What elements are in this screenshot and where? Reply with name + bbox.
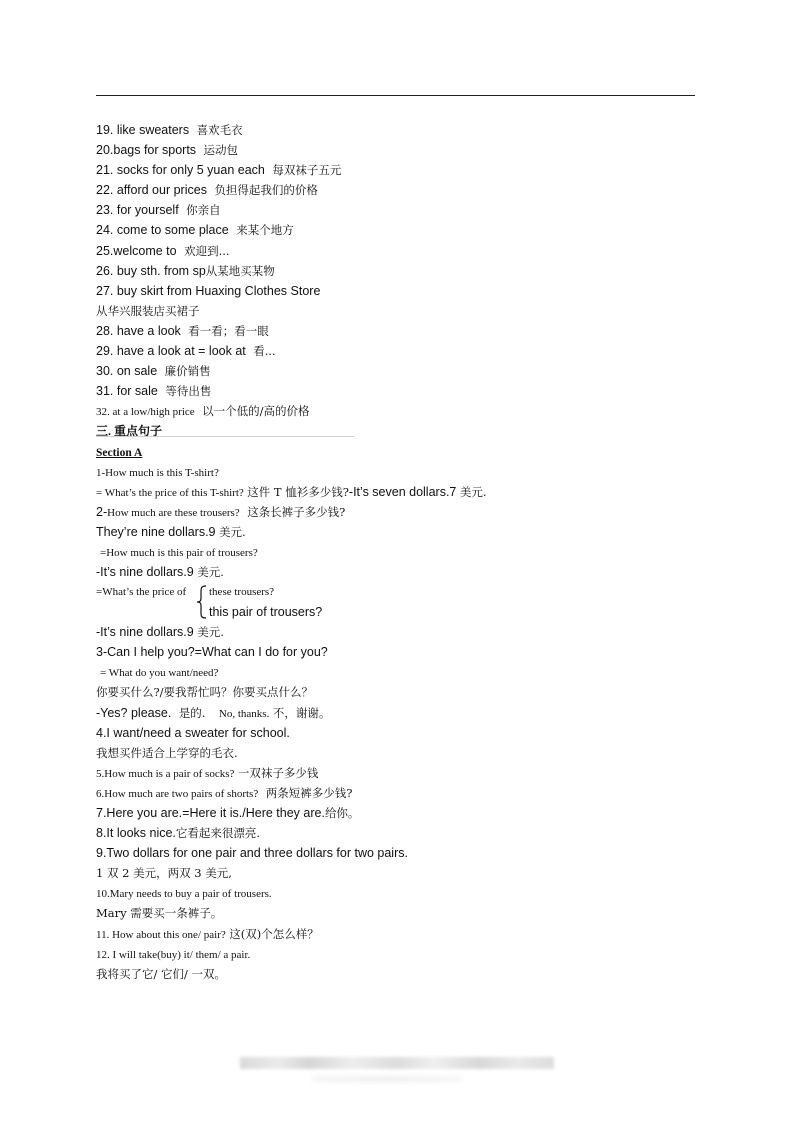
phrase-item: 32. at a low/high price 以一个低的/高的价格	[96, 404, 310, 419]
sentence-4-chinese: 我想买件适合上学穿的毛衣.	[96, 745, 238, 760]
document-body	[96, 120, 706, 984]
brace-option-1: these trousers?	[209, 586, 275, 599]
sentence-11: 11. How about this one/ pair? 这(双)个怎么样？	[96, 926, 319, 941]
sentence-9: 9.Two dollars for one pair and three dollars for two pairs.	[96, 846, 408, 861]
phrase-item: 29. have a look at = look at 看...	[96, 344, 276, 359]
sentence-2-answer: They’re nine dollars.9 美元.	[96, 524, 246, 539]
brace-left-text: =What’s the price of	[96, 586, 187, 599]
blurred-footer-watermark	[240, 1057, 554, 1069]
sentence-1-question: 1-How much is this T-shirt?	[96, 466, 219, 479]
sentence-4: 4.I want/need a sweater for school.	[96, 725, 290, 740]
top-rule	[96, 95, 695, 96]
curly-brace-icon	[196, 585, 208, 619]
sentence-8: 8.It looks nice.它看起来很漂亮.	[96, 826, 261, 841]
phrase-item: 31. for sale 等待出售	[96, 384, 212, 399]
sentence-7: 7.Here you are.=Here it is./Here they are.给你。	[96, 806, 360, 820]
brace-option-2: this pair of trousers?	[209, 605, 323, 620]
brace-alternatives	[96, 582, 706, 622]
sentence-3-equivalent: = What do you want/need?	[100, 667, 219, 680]
section-a-title: Section A	[96, 446, 143, 459]
phrase-item: 25.welcome to 欢迎到...	[96, 243, 230, 258]
section-heading	[96, 421, 706, 441]
phrase-item: 28. have a look 看一看；看一眼	[96, 323, 269, 338]
phrase-item: 23. for yourself 你亲自	[96, 203, 221, 218]
phrase-item: 24. come to some place 来某个地方	[96, 223, 294, 238]
sentence-12: 12. I will take(buy) it/ them/ a pair.	[96, 948, 251, 961]
phrase-item: 30. on sale 廉价销售	[96, 364, 211, 379]
phrase-item: 21. socks for only 5 yuan each 每双袜子五元	[96, 163, 342, 178]
sentence-2-question: 2-How much are these trousers? 这条长裤子多少钱?	[96, 504, 346, 519]
sentence-2-equivalent: =How much is this pair of trousers?	[100, 546, 258, 559]
heading-rule	[96, 436, 354, 437]
phrase-item: 19. like sweaters 喜欢毛衣	[96, 123, 243, 137]
sentence-9-chinese: 1 双 2 美元，两双 3 美元,	[96, 866, 232, 881]
phrase-item: 20.bags for sports 运动包	[96, 143, 239, 158]
sentence-5: 5.How much is a pair of socks? 一双袜子多少钱	[96, 765, 319, 780]
sentence-10: 10.Mary needs to buy a pair of trousers.	[96, 888, 272, 901]
phrase-item: 22. afford our prices 负担得起我们的价格	[96, 183, 318, 198]
sentence-6: 6.How much are two pairs of shorts? 两条短裤多少钱?	[96, 785, 353, 800]
sentence-1-answer: = What’s the price of this T-shirt? 这件 T 恤衫多少钱?-It’s seven dollars.7 美元.	[96, 484, 487, 499]
phrase-item: 26. buy sth. from sp从某地买某物	[96, 263, 275, 278]
sentence-3-question: 3-Can I help you?=What can I do for you?	[96, 645, 328, 660]
sentence-2-answer-b: -It’s nine dollars.9 美元.	[96, 565, 224, 580]
phrase-item: 从华兴服装店买裙子	[96, 303, 200, 318]
sentence-2-answer-c: -It’s nine dollars.9 美元.	[96, 625, 224, 640]
sentence-3-chinese: 你要买什么?/要我帮忙吗？你要买点什么？	[96, 685, 314, 700]
sentence-10-chinese: Mary 需要买一条裤子。	[96, 906, 223, 921]
blurred-footer-subline	[312, 1076, 462, 1082]
sentence-3-reply: -Yes? please. 是的. No, thanks. 不，谢谢。	[96, 705, 331, 720]
sentence-12-chinese: 我将买了它/ 它们/ 一双。	[96, 966, 227, 981]
phrase-item: 27. buy skirt from Huaxing Clothes Store	[96, 283, 321, 298]
section-heading-text: 三. 重点句子	[96, 424, 163, 439]
